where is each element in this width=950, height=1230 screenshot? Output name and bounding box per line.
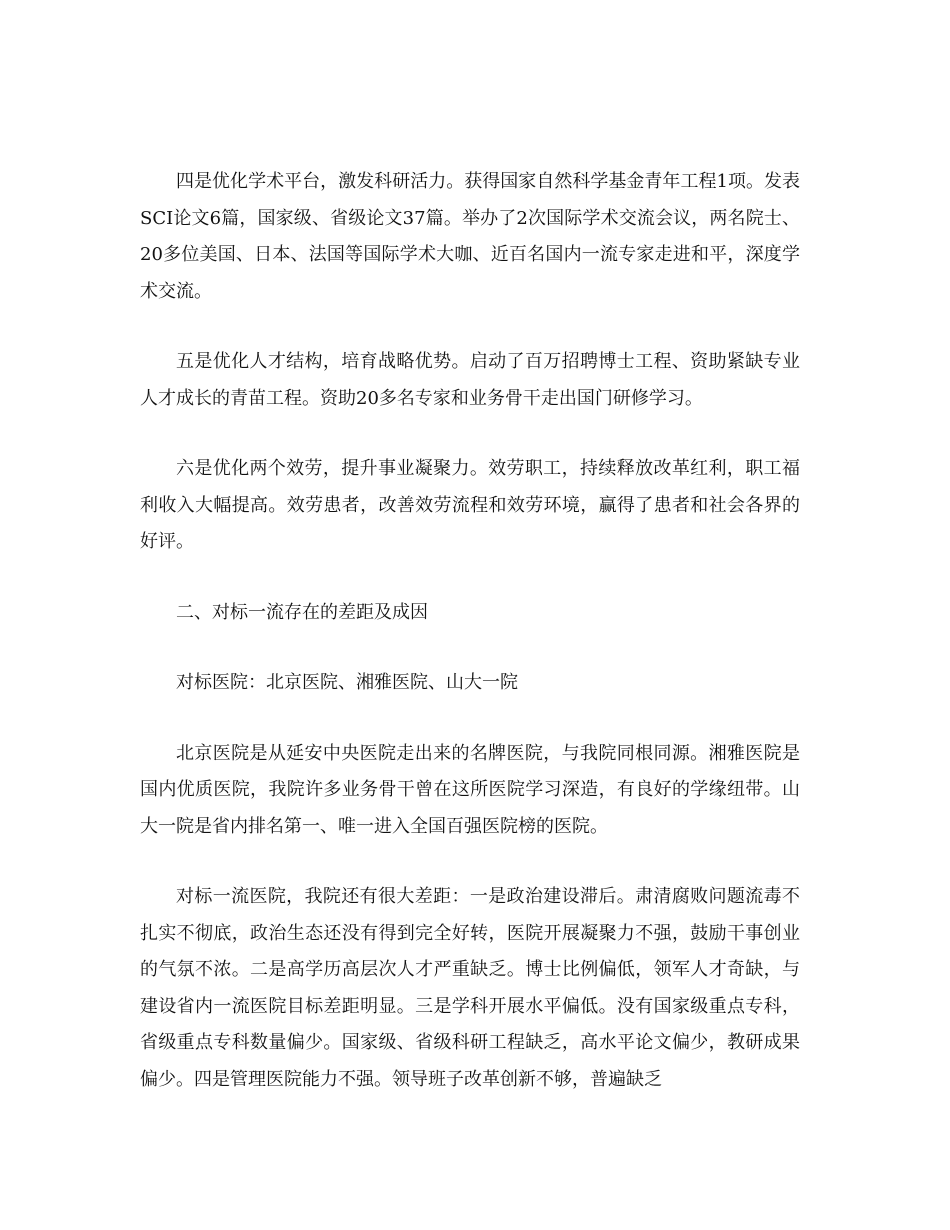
paragraph-gap-analysis: 对标一流医院，我院还有很大差距：一是政治建设滞后。肃清腐败问题流毒不扎实不彻底，政治生态还没有得到完全好转，医院开展凝聚力不强，鼓励干事创业的气氛不浓。二是高学历高层次人才严重缺乏。博士比例偏低，领军人才奇缺，与建设省内一流医院目标差距明显。三是学科开展水平偏低。没有国家级重点专科，省级重点专科数量偏少。国家级、省级科研工程缺乏，高水平论文偏少，教研成果偏少。四是管理医院能力不强。领导班子改革创新不够，普遍缺乏	[140, 886, 800, 1090]
paragraph-talent-structure: 五是优化人才结构，培育战略优势。启动了百万招聘博士工程、资助紧缺专业人才成长的青苗工程。资助20多名专家和业务骨干走出国门研修学习。	[140, 351, 800, 409]
document-body	[140, 164, 800, 1098]
paragraph-benchmark-hospitals: 对标医院：北京医院、湘雅医院、山大一院	[176, 672, 518, 693]
section-heading-gaps: 二、对标一流存在的差距及成因	[176, 601, 428, 623]
paragraph-two-services: 六是优化两个效劳，提升事业凝聚力。效劳职工，持续释放改革红利，职工福利收入大幅提高。效劳患者，改善效劳流程和效劳环境，赢得了患者和社会各界的好评。	[140, 458, 800, 552]
paragraph-academic-platform: 四是优化学术平台，激发科研活力。获得国家自然科学基金青年工程1项。发表SCI论文6篇，国家级、省级论文37篇。举办了2次国际学术交流会议，两名院士、20多位美国、日本、法国等国际学术大咖、近百名国内一流专家走进和平，深度学术交流。	[140, 171, 800, 302]
paragraph-hospital-descriptions: 北京医院是从延安中央医院走出来的名牌医院，与我院同根同源。湘雅医院是国内优质医院，我院许多业务骨干曾在这所医院学习深造，有良好的学缘纽带。山大一院是省内排名第一、唯一进入全国百强医院榜的医院。	[140, 742, 800, 837]
